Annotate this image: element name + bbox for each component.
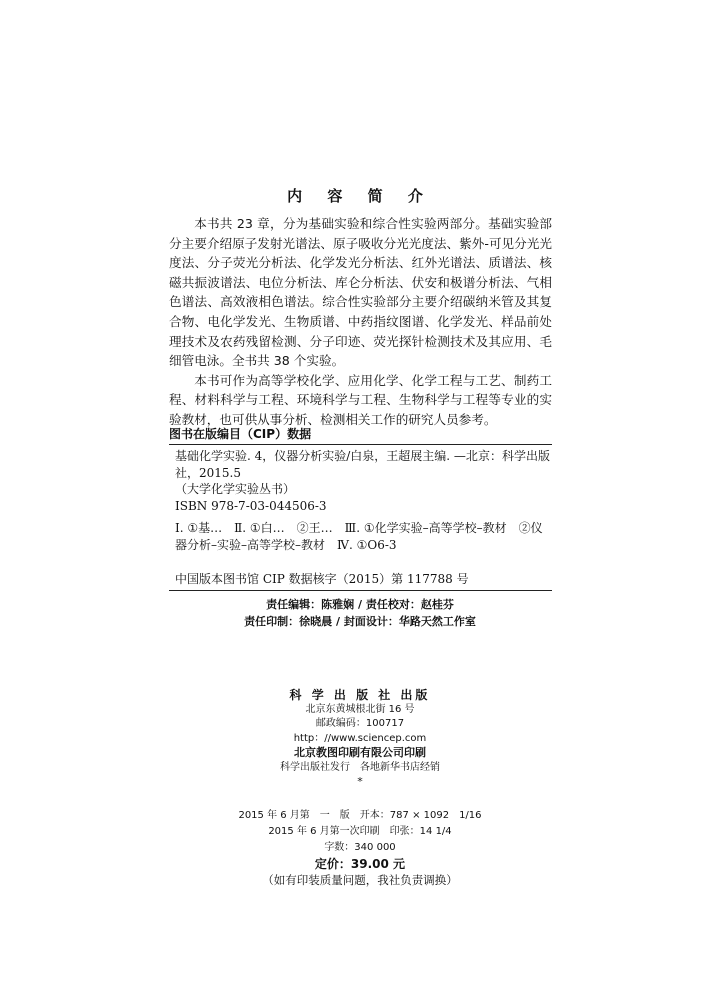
printer-line: 北京教图印刷有限公司印刷 — [294, 746, 426, 759]
publisher-url: http：//www.sciencep.com — [293, 732, 427, 744]
publication-specs — [0, 808, 720, 888]
publisher-postal-code: 邮政编码：100717 — [315, 718, 405, 729]
summary-paragraph-1: 本书共 23 章，分为基础实验和综合性实验两部分。基础实验部分主要介绍原子发射光谱法、原子吸收分光光度法、紫外-可见分光光度法、分子荧光分析法、化学发光分析法、红外光谱法、质谱法、核磁共振波谱法、电位分析法、库仑分析法、伏安和极谱分析法、气相色谱法、高效液相色谱法。综合性实验部分主要介绍碳纳米管及其复合物、电化学发光、生物质谱、中药指纹图谱、化学发光、样品前处理技术及农药残留检测、分子印迹、荧光探针检测技术及其应用、毛细管电泳。全书共 38 个实验。 — [169, 216, 552, 369]
cip-series: （大学化学实验丛书） — [175, 482, 296, 496]
cip-verification-block — [169, 571, 552, 588]
cip-bottom-rule — [169, 590, 552, 591]
cip-classification-block — [169, 520, 552, 553]
distribution-line: 科学出版社发行 各地新华书店经销 — [280, 761, 440, 773]
edition-line: 2015 年 6 月第 一 版 开本：787 × 1092 1/16 — [238, 810, 482, 821]
cip-title-line: 基础化学实验. 4，仪器分析实验/白泉，王超展主编. —北京：科学出版社，2015.5 — [175, 449, 550, 480]
credits-editor-line: 责任编辑：陈雅娴 / 责任校对：赵桂芬 — [266, 598, 454, 611]
cip-isbn: ISBN 978-7-03-044506-3 — [175, 498, 327, 513]
cip-heading: 图书在版编目（CIP）数据 — [169, 427, 312, 441]
credits-production-line: 责任印制：徐晓晨 / 封面设计：华路天然工作室 — [244, 615, 476, 628]
cip-record — [169, 448, 552, 514]
summary-title: 内 容 简 介 — [287, 187, 433, 205]
word-count-line: 字数：340 000 — [324, 842, 396, 853]
cip-classification: Ⅰ. ①基… Ⅱ. ①白… ②王… Ⅲ. ①化学实验–高等学校–教材 ②仪器分析–实验–高等学校–教材 Ⅳ. ①O6-3 — [175, 521, 543, 552]
credits — [0, 596, 720, 630]
imprint — [0, 688, 720, 790]
cip-verification: 中国版本图书馆 CIP 数据核字（2015）第 117788 号 — [175, 572, 469, 586]
quality-notice: （如有印装质量问题，我社负责调换） — [262, 873, 458, 887]
publisher-address: 北京东黄城根北街 16 号 — [305, 703, 415, 715]
summary-body — [169, 214, 552, 430]
publisher-line: 科 学 出 版 社 出版 — [289, 688, 431, 702]
cip-top-rule — [169, 444, 552, 445]
printing-line: 2015 年 6 月第一次印刷 印张：14 1/4 — [268, 826, 452, 837]
summary-paragraph-2: 本书可作为高等学校化学、应用化学、化学工程与工艺、制药工程、材料科学与工程、环境科学与工程、生物科学与工程等专业的实验教材，也可供从事分析、检测相关工作的研究人员参考。 — [169, 372, 552, 427]
price-line: 定价：39.00 元 — [314, 857, 406, 871]
separator-star: * — [357, 775, 363, 788]
